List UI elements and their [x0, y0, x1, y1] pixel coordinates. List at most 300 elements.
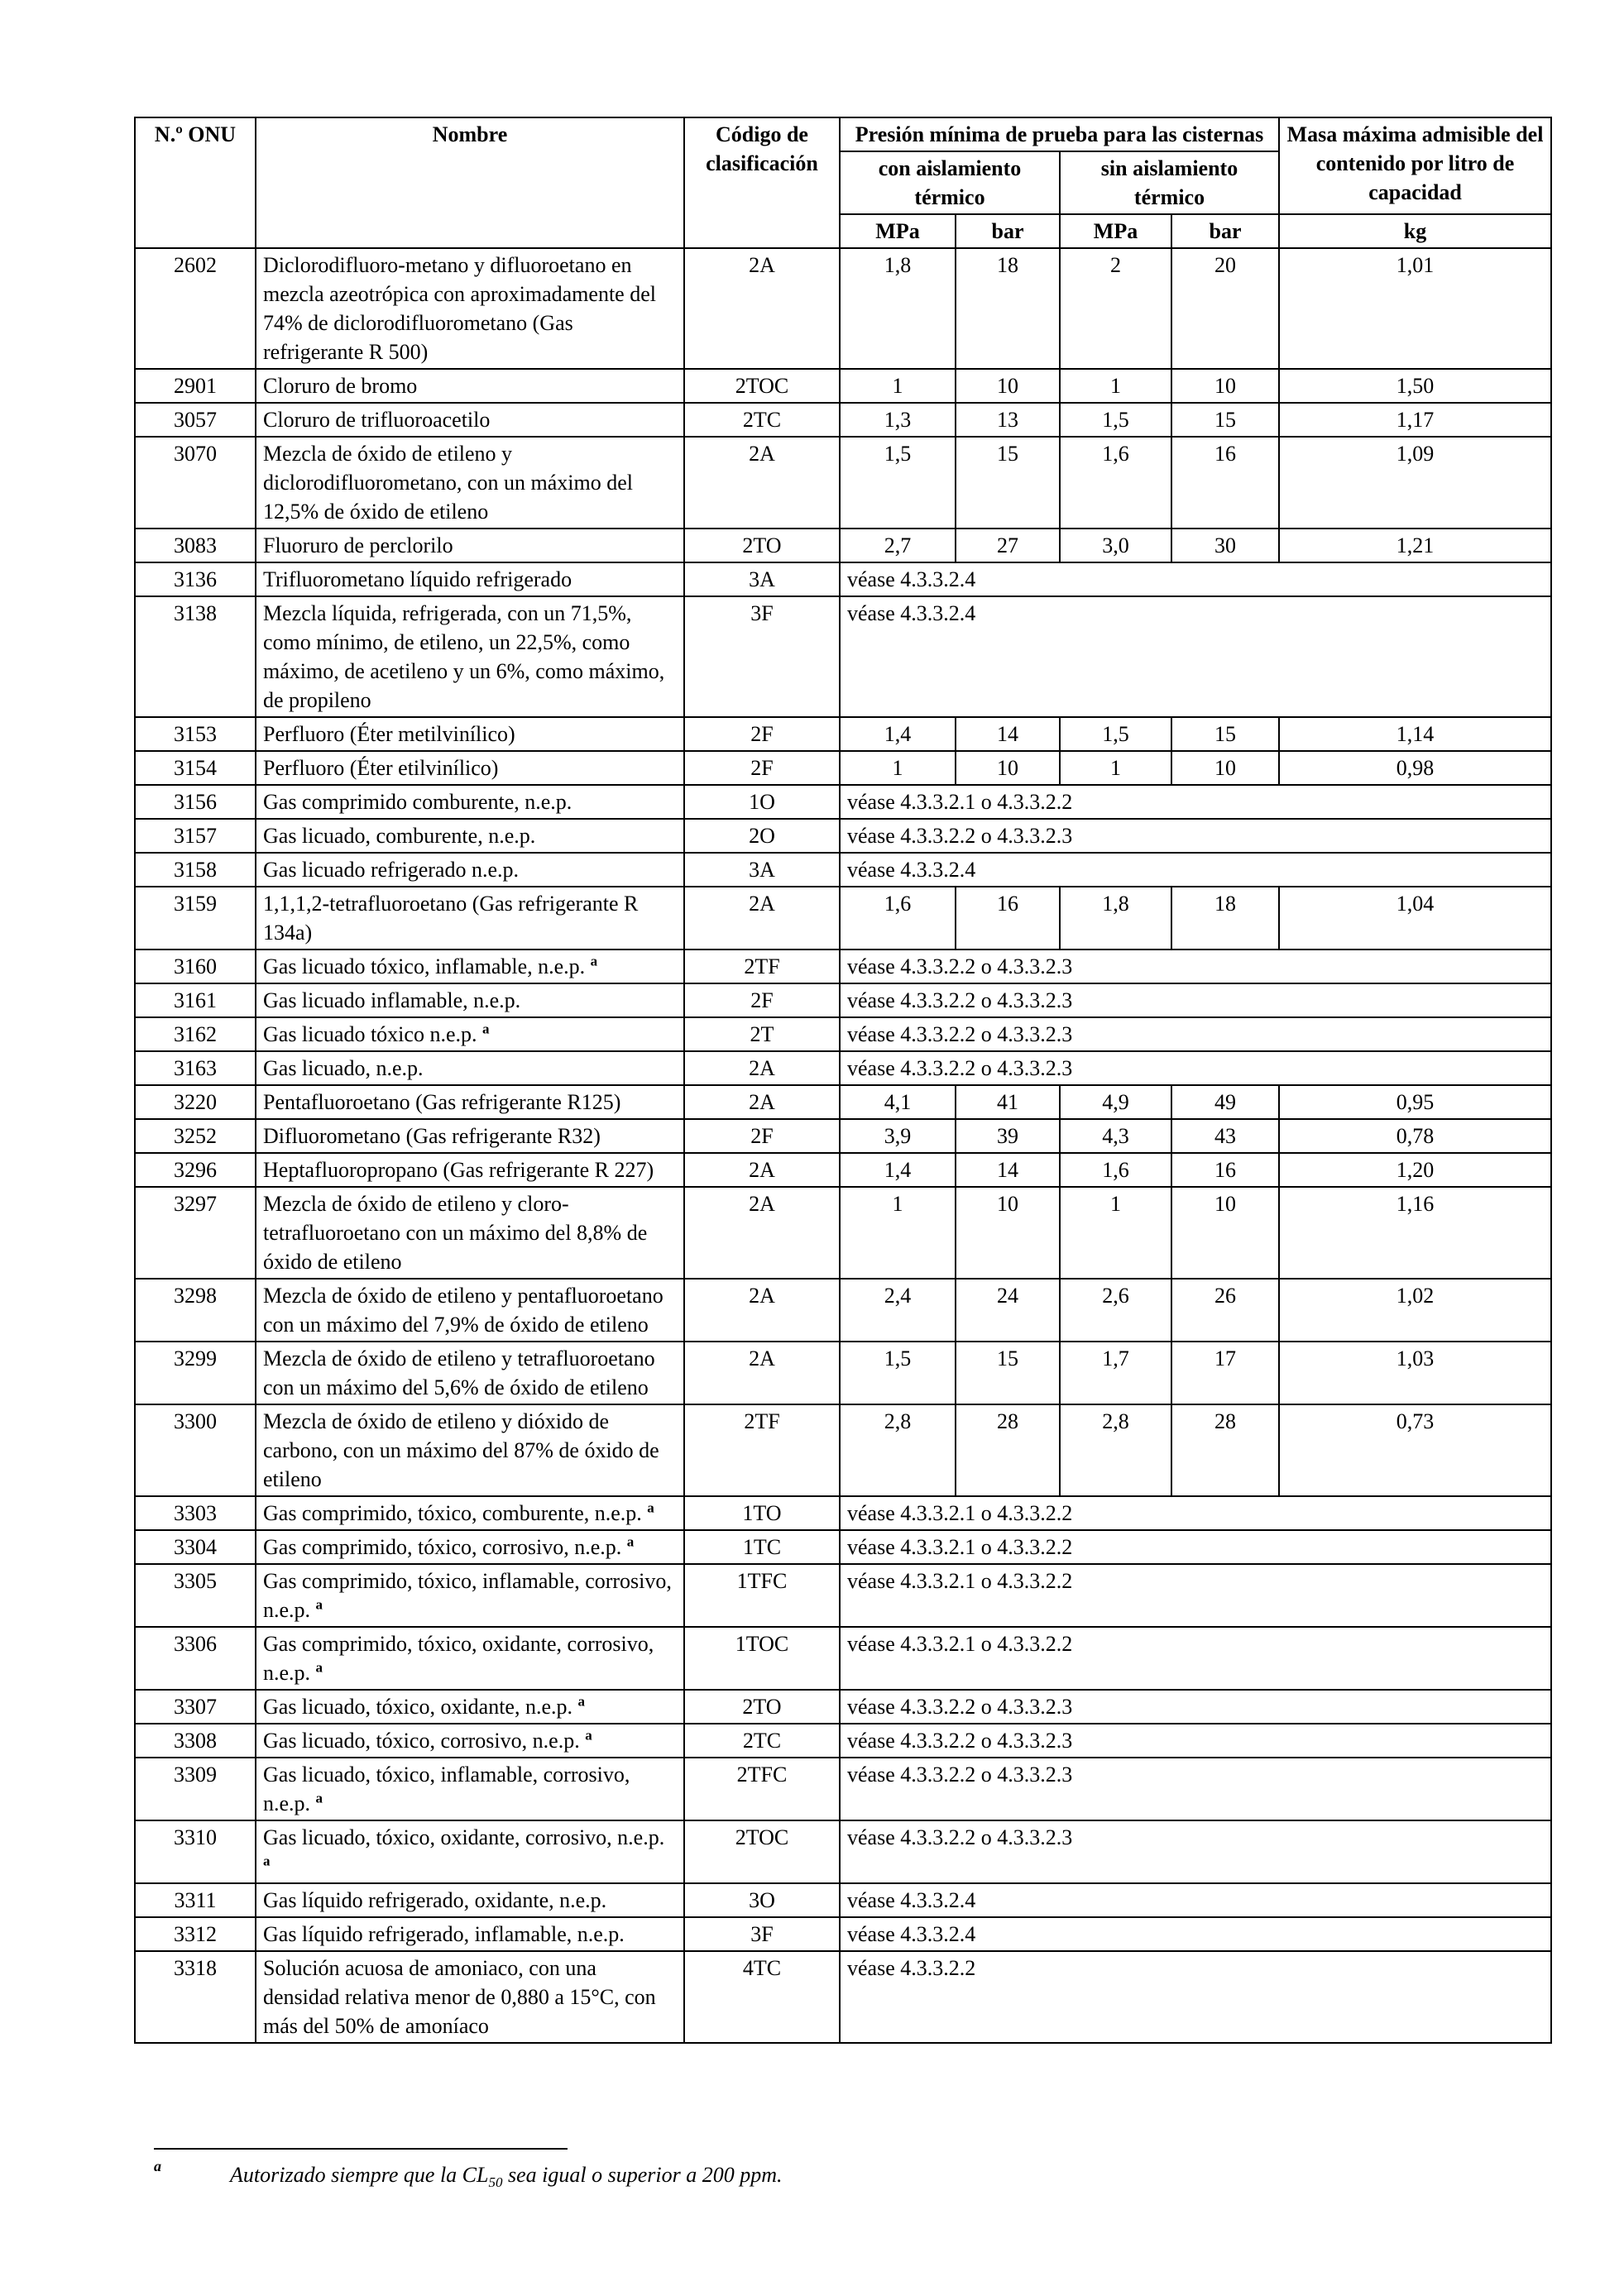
cell-mpa-con: [840, 1187, 956, 1279]
cell-bar-sin: [1171, 717, 1279, 751]
cell-bar-con: [956, 248, 1060, 369]
cell-codigo-text: 2TOC: [735, 1825, 789, 1849]
table-row: [135, 403, 1551, 437]
table-row: [135, 369, 1551, 403]
cell-codigo-text: 2F: [750, 988, 774, 1012]
cell-kg-text: 1,02: [1396, 1284, 1435, 1308]
cell-codigo: [684, 1187, 840, 1279]
cell-nombre: [256, 1404, 684, 1496]
cell-codigo: [684, 1279, 840, 1342]
cell-mpa-con: [840, 529, 956, 562]
cell-bar-con-text: 24: [997, 1284, 1018, 1308]
cell-nombre: [256, 1187, 684, 1279]
cell-mpa-con-text: 1: [892, 374, 903, 398]
cell-codigo: [684, 785, 840, 819]
cell-bar-con: [956, 1404, 1060, 1496]
cell-vease-text: véase 4.3.3.2.2 o 4.3.3.2.3: [847, 1022, 1073, 1046]
cell-codigo-text: 2TO: [742, 1695, 782, 1719]
cell-nombre-text: Cloruro de bromo: [263, 374, 418, 398]
cell-onu-text: 3297: [174, 1192, 217, 1216]
table-row: [135, 1496, 1551, 1530]
cell-nombre-text: Gas licuado inflamable, n.e.p.: [263, 988, 521, 1012]
cell-bar-con-text: 13: [997, 408, 1018, 432]
cell-onu-text: 3156: [174, 790, 217, 814]
cell-nombre: [256, 751, 684, 785]
cell-kg-text: 1,01: [1396, 253, 1435, 277]
cell-nombre-text: Mezcla de óxido de etileno y pentafluoroetano con un máximo del 7,9% de óxido de etileno: [263, 1284, 663, 1337]
cell-bar-sin-text: 10: [1214, 1192, 1237, 1216]
cell-vease-text: véase 4.3.3.2.1 o 4.3.3.2.2: [847, 1501, 1073, 1525]
cell-nombre: [256, 369, 684, 403]
cell-onu-text: 3310: [174, 1825, 217, 1849]
cell-codigo: [684, 887, 840, 949]
cell-codigo-text: 2F: [750, 1124, 774, 1148]
cell-codigo: [684, 248, 840, 369]
cell-nombre-text: Gas líquido refrigerado, inflamable, n.e.p.: [263, 1922, 625, 1946]
cell-vease: [840, 1758, 1551, 1820]
cell-nombre-text: Perfluoro (Éter etilvinílico): [263, 756, 499, 780]
cell-bar-sin: [1171, 1085, 1279, 1119]
cell-nombre: [256, 1153, 684, 1187]
cell-onu: [135, 1564, 256, 1627]
cell-onu-text: 3057: [174, 408, 217, 432]
footnote-ref: a: [577, 1693, 586, 1710]
cell-bar-con: [956, 1119, 1060, 1153]
cell-nombre: [256, 1758, 684, 1820]
cell-mpa-sin-text: 2,6: [1102, 1284, 1129, 1308]
cell-onu-text: 3161: [174, 988, 217, 1012]
cell-codigo: [684, 1051, 840, 1085]
cell-nombre: [256, 887, 684, 949]
table-row: [135, 1724, 1551, 1758]
cell-bar-con: [956, 403, 1060, 437]
cell-vease: [840, 1690, 1551, 1724]
cell-vease-text: véase 4.3.3.2.2 o 4.3.3.2.3: [847, 1825, 1073, 1849]
cell-mpa-sin-text: 1: [1110, 374, 1121, 398]
cell-codigo: [684, 1724, 840, 1758]
table-row: [135, 1153, 1551, 1187]
cell-codigo: [684, 1564, 840, 1627]
cell-nombre: [256, 596, 684, 717]
cell-bar-sin-text: 15: [1214, 722, 1237, 746]
cell-codigo: [684, 1951, 840, 2043]
cell-nombre: [256, 717, 684, 751]
cell-bar-sin: [1171, 1404, 1279, 1496]
cell-bar-sin: [1171, 1187, 1279, 1279]
cell-vease-text: véase 4.3.3.2.2 o 4.3.3.2.3: [847, 1695, 1073, 1719]
cell-bar-con-text: 39: [997, 1124, 1018, 1148]
cell-codigo: [684, 562, 840, 596]
cell-bar-con: [956, 887, 1060, 949]
cell-mpa-sin-text: 1,7: [1102, 1347, 1129, 1370]
cell-kg-text: 1,17: [1396, 408, 1435, 432]
cell-mpa-sin: [1060, 1342, 1171, 1404]
cell-mpa-con-text: 4,1: [884, 1090, 912, 1114]
cell-nombre-text: Gas licuado tóxico, inflamable, n.e.p.: [263, 954, 586, 978]
cell-codigo: [684, 1758, 840, 1820]
cell-codigo: [684, 751, 840, 785]
cell-mpa-con: [840, 1085, 956, 1119]
cell-vease: [840, 1724, 1551, 1758]
cell-codigo-text: 3A: [749, 567, 775, 591]
cell-onu: [135, 1187, 256, 1279]
header-unit-kg: kg: [1279, 214, 1551, 248]
cell-onu: [135, 1404, 256, 1496]
cell-codigo: [684, 1017, 840, 1051]
cell-onu: [135, 1496, 256, 1530]
cell-mpa-sin: [1060, 1085, 1171, 1119]
table-row: [135, 887, 1551, 949]
cell-bar-con: [956, 437, 1060, 529]
cell-nombre: [256, 1627, 684, 1690]
cell-mpa-sin: [1060, 1119, 1171, 1153]
cell-mpa-con-text: 1,3: [884, 408, 912, 432]
cell-onu-text: 3306: [174, 1632, 217, 1656]
cell-vease: [840, 1951, 1551, 2043]
cell-mpa-sin: [1060, 751, 1171, 785]
table-row: [135, 949, 1551, 983]
cell-bar-sin: [1171, 1119, 1279, 1153]
cell-nombre: [256, 1017, 684, 1051]
cell-nombre-text: Gas licuado, tóxico, corrosivo, n.e.p.: [263, 1729, 580, 1753]
footnote-subscript: 50: [488, 2174, 503, 2191]
cell-kg: [1279, 887, 1551, 949]
cell-onu-text: 3300: [174, 1409, 217, 1433]
cell-bar-con: [956, 751, 1060, 785]
cell-nombre-text: Gas licuado, n.e.p.: [263, 1056, 424, 1080]
cell-bar-con: [956, 1153, 1060, 1187]
cell-onu-text: 3157: [174, 824, 217, 848]
cell-kg-text: 0,98: [1396, 756, 1435, 780]
cell-vease-text: véase 4.3.3.2.2 o 4.3.3.2.3: [847, 824, 1073, 848]
cell-nombre: [256, 1119, 684, 1153]
cell-mpa-con-text: 3,9: [884, 1124, 912, 1148]
header-presion: Presión mínima de prueba para las cisternas: [840, 117, 1279, 151]
cell-codigo-text: 1TC: [742, 1535, 782, 1559]
cell-kg: [1279, 1404, 1551, 1496]
cell-nombre-text: Mezcla líquida, refrigerada, con un 71,5%, como mínimo, de etileno, un 22,5%, como máximo, de acetileno y un 6%, como máximo, de propileno: [263, 601, 665, 712]
cell-mpa-con-text: 1,8: [884, 253, 912, 277]
cell-bar-sin-text: 15: [1214, 408, 1237, 432]
cell-onu: [135, 1119, 256, 1153]
cell-codigo-text: 3F: [750, 601, 774, 625]
cell-mpa-sin-text: 1,5: [1102, 722, 1129, 746]
cell-onu: [135, 1883, 256, 1917]
cell-kg-text: 1,09: [1396, 442, 1435, 466]
table-row: [135, 1342, 1551, 1404]
cell-bar-sin-text: 17: [1214, 1347, 1237, 1370]
cell-nombre-text: Fluoruro de perclorilo: [263, 533, 453, 557]
cell-onu: [135, 983, 256, 1017]
cell-nombre: [256, 562, 684, 596]
cell-onu: [135, 1017, 256, 1051]
cell-bar-con: [956, 1342, 1060, 1404]
cell-onu-text: 3159: [174, 892, 217, 916]
cell-kg: [1279, 1153, 1551, 1187]
cell-vease: [840, 1051, 1551, 1085]
cell-onu: [135, 1153, 256, 1187]
cell-bar-con-text: 18: [997, 253, 1018, 277]
table-row: [135, 785, 1551, 819]
cell-nombre: [256, 1883, 684, 1917]
cell-mpa-sin-text: 2: [1110, 253, 1121, 277]
cell-onu: [135, 819, 256, 853]
table-row: [135, 562, 1551, 596]
cell-vease: [840, 1564, 1551, 1627]
cell-bar-con-text: 27: [997, 533, 1018, 557]
cell-codigo: [684, 819, 840, 853]
cell-bar-sin: [1171, 529, 1279, 562]
cell-nombre: [256, 1085, 684, 1119]
cell-kg: [1279, 1279, 1551, 1342]
cell-onu-text: 3308: [174, 1729, 217, 1753]
cell-mpa-con: [840, 751, 956, 785]
cell-nombre-text: Gas licuado, comburente, n.e.p.: [263, 824, 536, 848]
table-row: [135, 1627, 1551, 1690]
cell-mpa-con-text: 2,7: [884, 533, 912, 557]
cell-nombre: [256, 853, 684, 887]
footnote-ref: a: [590, 953, 598, 969]
cell-vease-text: véase 4.3.3.2.1 o 4.3.3.2.2: [847, 790, 1073, 814]
cell-bar-sin-text: 16: [1214, 1158, 1237, 1182]
cell-nombre: [256, 1051, 684, 1085]
cell-codigo-text: 2TF: [744, 1409, 780, 1433]
cell-onu-text: 3136: [174, 567, 217, 591]
table-row: [135, 1530, 1551, 1564]
table-row: [135, 1564, 1551, 1627]
cell-bar-sin: [1171, 248, 1279, 369]
cell-onu-text: 3303: [174, 1501, 217, 1525]
cell-codigo-text: 3O: [749, 1888, 775, 1912]
cell-onu-text: 3318: [174, 1956, 217, 1980]
header-nombre: Nombre: [256, 117, 684, 248]
cell-nombre-text: Gas licuado, tóxico, oxidante, n.e.p.: [263, 1695, 573, 1719]
cell-codigo-text: 2A: [749, 1284, 775, 1308]
cell-onu-text: 3163: [174, 1056, 217, 1080]
cell-nombre-text: Difluorometano (Gas refrigerante R32): [263, 1124, 601, 1148]
footnote-text-after: sea igual o superior a 200 ppm.: [502, 2163, 783, 2187]
cell-mpa-con: [840, 887, 956, 949]
cell-codigo-text: 2TO: [742, 533, 782, 557]
cell-onu-text: 3153: [174, 722, 217, 746]
cell-codigo: [684, 1496, 840, 1530]
cell-onu-text: 3299: [174, 1347, 217, 1370]
cell-vease: [840, 1496, 1551, 1530]
table-row: [135, 1085, 1551, 1119]
cell-vease-text: véase 4.3.3.2.2 o 4.3.3.2.3: [847, 954, 1073, 978]
cell-nombre-text: Gas líquido refrigerado, oxidante, n.e.p.: [263, 1888, 607, 1912]
cell-vease-text: véase 4.3.3.2.2: [847, 1956, 976, 1980]
cell-mpa-sin: [1060, 369, 1171, 403]
cell-codigo-text: 1TFC: [736, 1569, 788, 1593]
cell-kg: [1279, 751, 1551, 785]
cell-onu: [135, 562, 256, 596]
cell-vease-text: véase 4.3.3.2.4: [847, 601, 976, 625]
cell-nombre-text: Gas licuado, tóxico, inflamable, corrosivo, n.e.p.: [263, 1763, 630, 1815]
cell-bar-sin: [1171, 1153, 1279, 1187]
table-row: [135, 1883, 1551, 1917]
cell-codigo: [684, 1085, 840, 1119]
cell-bar-con: [956, 1085, 1060, 1119]
table-row: [135, 717, 1551, 751]
cell-bar-con: [956, 369, 1060, 403]
cell-bar-sin: [1171, 369, 1279, 403]
cell-kg-text: 0,95: [1396, 1090, 1435, 1114]
cell-nombre: [256, 1564, 684, 1627]
cell-onu: [135, 1279, 256, 1342]
cell-vease-text: véase 4.3.3.2.4: [847, 858, 976, 882]
cell-mpa-sin-text: 4,3: [1102, 1124, 1129, 1148]
cell-kg: [1279, 1342, 1551, 1404]
cell-codigo: [684, 1404, 840, 1496]
cell-bar-sin-text: 30: [1214, 533, 1237, 557]
cell-onu: [135, 1530, 256, 1564]
footnote-ref: a: [315, 1596, 323, 1613]
cell-nombre: [256, 529, 684, 562]
cell-vease: [840, 562, 1551, 596]
cell-nombre-text: Gas comprimido, tóxico, corrosivo, n.e.p.: [263, 1535, 622, 1559]
cell-codigo: [684, 1153, 840, 1187]
header-sin-aislamiento: sin aislamiento térmico: [1060, 151, 1279, 214]
cell-bar-sin: [1171, 1342, 1279, 1404]
cell-nombre-text: Gas comprimido, tóxico, comburente, n.e.p.: [263, 1501, 642, 1525]
cell-mpa-con: [840, 1279, 956, 1342]
cell-onu-text: 3162: [174, 1022, 217, 1046]
cell-codigo: [684, 983, 840, 1017]
cell-bar-con-text: 15: [997, 442, 1018, 466]
cell-vease-text: véase 4.3.3.2.2 o 4.3.3.2.3: [847, 1056, 1073, 1080]
cell-codigo-text: 1TO: [742, 1501, 782, 1525]
cell-codigo-text: 2TFC: [736, 1763, 788, 1787]
cell-codigo-text: 2A: [749, 442, 775, 466]
cell-codigo: [684, 529, 840, 562]
cell-mpa-con: [840, 1404, 956, 1496]
cell-mpa-con: [840, 1153, 956, 1187]
table-row: [135, 1051, 1551, 1085]
cell-nombre-text: Heptafluoropropano (Gas refrigerante R 227): [263, 1158, 654, 1182]
cell-mpa-con-text: 1,5: [884, 1347, 912, 1370]
cell-vease: [840, 1917, 1551, 1951]
cell-nombre: [256, 437, 684, 529]
header-unit-bar: bar: [1171, 214, 1279, 248]
cell-codigo-text: 2F: [750, 756, 774, 780]
cell-codigo-text: 2TF: [744, 954, 780, 978]
cell-nombre-text: Mezcla de óxido de etileno y dióxido de carbono, con un máximo del 87% de óxido de etileno: [263, 1409, 659, 1491]
cell-onu-text: 3220: [174, 1090, 217, 1114]
cell-mpa-sin-text: 3,0: [1102, 533, 1129, 557]
cell-mpa-sin-text: 1: [1110, 756, 1121, 780]
cell-kg-text: 1,16: [1396, 1192, 1435, 1216]
cell-mpa-con-text: 1,4: [884, 722, 912, 746]
cell-onu-text: 3160: [174, 954, 217, 978]
cell-nombre: [256, 1496, 684, 1530]
cell-vease: [840, 1820, 1551, 1883]
cell-mpa-sin: [1060, 437, 1171, 529]
header-onu: N.º ONU: [135, 117, 256, 248]
footnote-ref: a: [585, 1727, 592, 1744]
footnote-marker: a: [154, 2158, 161, 2174]
cell-nombre-text: Mezcla de óxido de etileno y tetrafluoroetano con un máximo del 5,6% de óxido de etileno: [263, 1347, 655, 1399]
table-row: [135, 1017, 1551, 1051]
cell-onu: [135, 1820, 256, 1883]
cell-onu: [135, 1085, 256, 1119]
cell-onu-text: 3158: [174, 858, 217, 882]
cell-vease-text: véase 4.3.3.2.4: [847, 1922, 976, 1946]
cell-mpa-con-text: 1: [892, 1192, 903, 1216]
cell-mpa-con: [840, 248, 956, 369]
cell-vease-text: véase 4.3.3.2.1 o 4.3.3.2.2: [847, 1632, 1073, 1656]
cell-kg: [1279, 369, 1551, 403]
cell-bar-sin-text: 26: [1214, 1284, 1237, 1308]
table-row: [135, 1917, 1551, 1951]
cell-codigo-text: 2A: [749, 892, 775, 916]
cell-bar-con-text: 10: [997, 374, 1018, 398]
cell-bar-sin-text: 49: [1214, 1090, 1237, 1114]
cell-mpa-sin-text: 1,8: [1102, 892, 1129, 916]
cell-mpa-con: [840, 1342, 956, 1404]
cell-kg-text: 0,78: [1396, 1124, 1435, 1148]
cell-nombre-text: Diclorodifluoro-metano y difluoroetano en mezcla azeotrópica con aproximadamente del 74% de diclorodifluorometano (Gas refrigerante R 500): [263, 253, 656, 364]
cell-mpa-sin-text: 2,8: [1102, 1409, 1129, 1433]
cell-mpa-sin-text: 1,6: [1102, 1158, 1129, 1182]
cell-mpa-con: [840, 437, 956, 529]
cell-mpa-sin: [1060, 403, 1171, 437]
table-body: [135, 248, 1551, 2043]
cell-nombre: [256, 1342, 684, 1404]
cell-vease-text: véase 4.3.3.2.1 o 4.3.3.2.2: [847, 1569, 1073, 1593]
cell-codigo: [684, 1917, 840, 1951]
cell-vease: [840, 1627, 1551, 1690]
cell-vease: [840, 853, 1551, 887]
cell-kg: [1279, 437, 1551, 529]
cell-bar-con-text: 14: [997, 722, 1018, 746]
footnote-ref: a: [626, 1533, 635, 1550]
cell-kg-text: 0,73: [1396, 1409, 1435, 1433]
cell-kg-text: 1,20: [1396, 1158, 1435, 1182]
cell-bar-con-text: 14: [997, 1158, 1018, 1182]
cell-mpa-con: [840, 717, 956, 751]
cell-kg: [1279, 1085, 1551, 1119]
cell-bar-con-text: 41: [997, 1090, 1018, 1114]
cell-kg: [1279, 529, 1551, 562]
cell-onu-text: 3305: [174, 1569, 217, 1593]
cell-onu-text: 3309: [174, 1763, 217, 1787]
cell-nombre: [256, 785, 684, 819]
cell-mpa-sin-text: 1,6: [1102, 442, 1129, 466]
cell-mpa-sin-text: 1,5: [1102, 408, 1129, 432]
cell-codigo: [684, 1883, 840, 1917]
cell-onu-text: 3304: [174, 1535, 217, 1559]
cell-nombre: [256, 949, 684, 983]
cell-onu: [135, 949, 256, 983]
cell-mpa-sin: [1060, 717, 1171, 751]
table-row: [135, 1279, 1551, 1342]
cell-vease-text: véase 4.3.3.2.4: [847, 1888, 976, 1912]
cell-nombre: [256, 248, 684, 369]
cell-onu-text: 3307: [174, 1695, 217, 1719]
table-row: [135, 596, 1551, 717]
cell-nombre-text: Pentafluoroetano (Gas refrigerante R125): [263, 1090, 621, 1114]
table-row: [135, 1951, 1551, 2043]
cell-mpa-sin-text: 1: [1110, 1192, 1121, 1216]
cell-vease: [840, 949, 1551, 983]
cell-codigo-text: 2TC: [742, 408, 782, 432]
cell-codigo: [684, 1119, 840, 1153]
footnote-ref: a: [315, 1659, 323, 1676]
cell-mpa-sin: [1060, 529, 1171, 562]
cell-codigo-text: 2O: [749, 824, 775, 848]
cell-mpa-sin-text: 4,9: [1102, 1090, 1129, 1114]
